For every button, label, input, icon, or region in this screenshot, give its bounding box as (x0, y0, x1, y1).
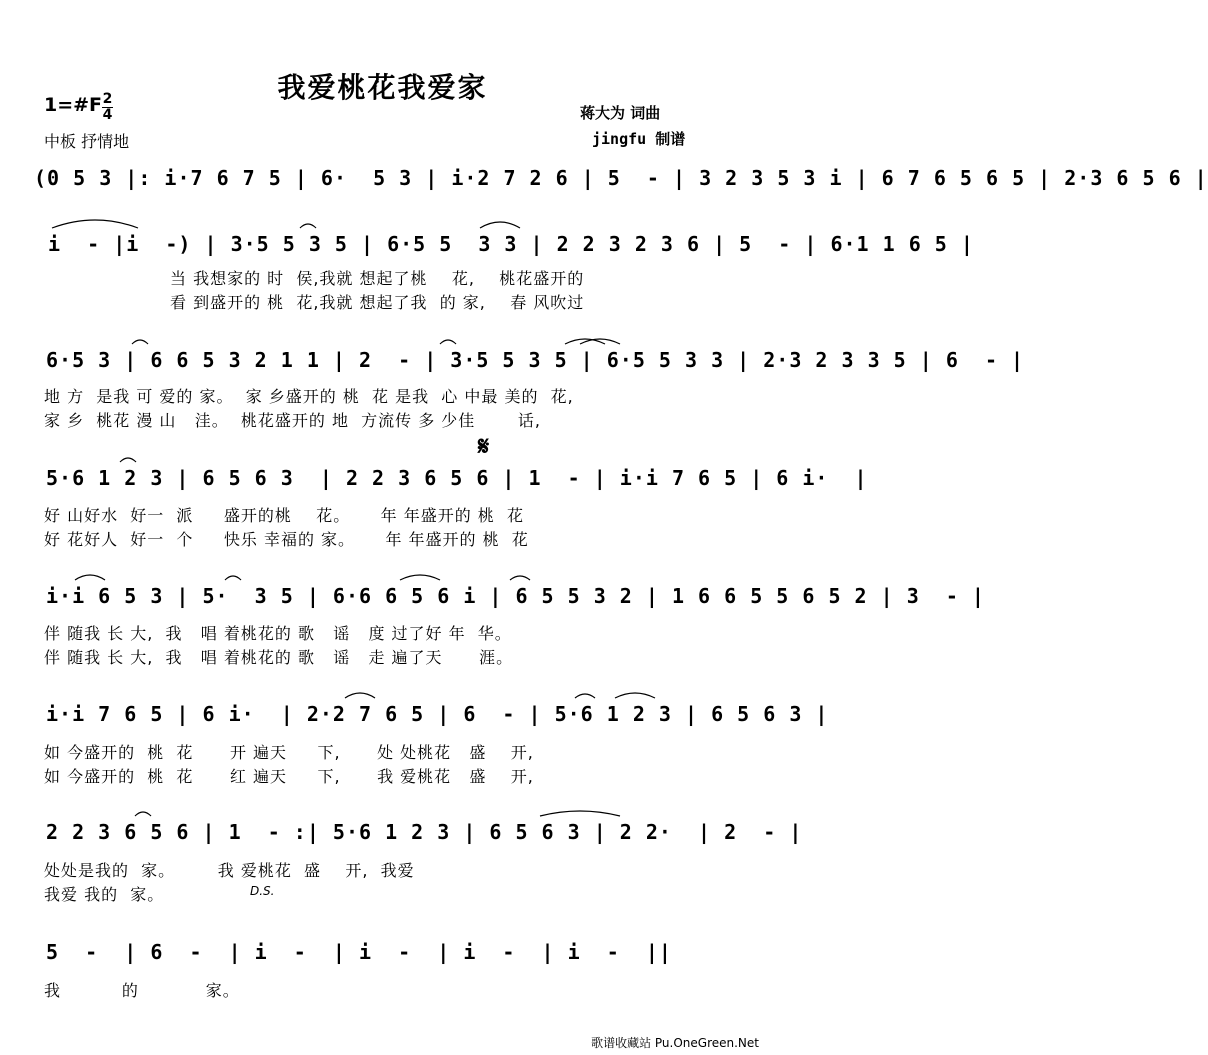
lyric-line-3a: 地 方 是我 可 爱的 家。 家 乡盛开的 桃 花 是我 心 中最 美的 花, (44, 387, 574, 406)
notation-line-7: 2 2 3 6 5 6 | 1 - :| 5·6 1 2 3 | 6 5 6 3 | 2 2· | 2 - | (46, 820, 803, 844)
lyric-line-2b: 看 到盛开的 桃 花,我就 想起了我 的 家, 春 风吹过 (170, 293, 585, 312)
lyric-line-7a: 处处是我的 家。 我 爱桃花 盛 开, 我爱 (44, 861, 415, 880)
tie-arc (345, 693, 375, 698)
notation-line-2: i - |i -) | 3·5 5 3 5 | 6·5 5 3 3 | 2 2 3 2 3 6 | 5 - | 6·1 1 6 5 | (48, 232, 974, 256)
notation-line-5: i·i 6 5 3 | 5· 3 5 | 6·6 6 5 6 i | 6 5 5 3 2 | 1 6 6 5 5 6 5 2 | 3 - | (46, 584, 985, 608)
tie-arc (615, 693, 655, 698)
tie-arc (400, 575, 440, 580)
tie-arc (540, 811, 620, 816)
tie-arc (132, 340, 148, 344)
lyric-line-7b: 我爱 我的 家。 (44, 885, 165, 904)
tie-arc (300, 224, 316, 228)
notation-line-1: (0 5 3 |: i·7 6 7 5 | 6· 5 3 | i·2 7 2 6 | 5 - | 3 2 3 5 3 i | 6 7 6 5 6 5 | 2·3 6 5 6 | (34, 166, 1208, 190)
key-signature: 1=#F (44, 94, 103, 116)
tie-arc (75, 575, 105, 580)
tie-arc (575, 694, 595, 698)
song-title: 我爱桃花我爱家 (277, 71, 488, 104)
notation-line-3: 6·5 3 | 6 6 5 3 2 1 1 | 2 - | 3·5 5 3 5 | 6·5 5 3 3 | 2·3 2 3 3 5 | 6 - | (46, 348, 1025, 372)
ds-marking: D.S. (250, 884, 275, 898)
notation-line-6: i·i 7 6 5 | 6 i· | 2·2 7 6 5 | 6 - | 5·6 1 2 3 | 6 5 6 3 | (46, 702, 829, 726)
lyric-line-4a: 好 山好水 好一 派 盛开的桃 花。 年 年盛开的 桃 花 (44, 506, 524, 525)
tie-arc (480, 222, 520, 228)
tie-arc (225, 576, 241, 580)
tempo-marking: 中板 抒情地 (44, 132, 130, 151)
lyric-line-5b: 伴 随我 长 大, 我 唱 着桃花的 歌 谣 走 遍了天 涯。 (44, 648, 514, 667)
lyric-line-2a: 当 我想家的 时 侯,我就 想起了桃 花, 桃花盛开的 (170, 269, 585, 288)
lyric-line-4b: 好 花好人 好一 个 快乐 幸福的 家。 年 年盛开的 桃 花 (44, 530, 529, 549)
notation-line-4: 5·6 1 2 3 | 6 5 6 3 | 2 2 3 6 5 6 | 1 - | i·i 7 6 5 | 6 i· | (46, 466, 868, 490)
lyric-line-6b: 如 今盛开的 桃 花 红 遍天 下, 我 爱桃花 盛 开, (44, 767, 534, 786)
lyric-line-5a: 伴 随我 长 大, 我 唱 着桃花的 歌 谣 度 过了好 年 华。 (44, 624, 512, 643)
tie-arc (510, 576, 530, 580)
lyric-line-8a: 我 的 家。 (44, 981, 240, 1000)
footer-watermark: 歌谱收藏站 Pu.OneGreen.Net (591, 1036, 759, 1050)
tie-arc (135, 812, 151, 816)
time-signature-top: 2 (102, 91, 113, 107)
lyric-line-6a: 如 今盛开的 桃 花 开 遍天 下, 处 处桃花 盛 开, (44, 743, 534, 762)
tie-arc (52, 220, 138, 228)
time-signature-bottom: 4 (102, 107, 113, 123)
tie-arc (120, 458, 136, 462)
tie-arc (440, 340, 456, 344)
lyric-line-3b: 家 乡 桃花 漫 山 洼。 桃花盛开的 地 方流传 多 少佳 话, (44, 411, 541, 430)
segno-mark: 𝄋 (478, 432, 490, 462)
credit-lyrics-music: 蒋大为 词曲 (580, 104, 661, 122)
credit-transcriber: jingfu 制谱 (592, 130, 686, 148)
notation-line-8: 5 - | 6 - | i - | i - | i - | i - || (46, 940, 672, 964)
